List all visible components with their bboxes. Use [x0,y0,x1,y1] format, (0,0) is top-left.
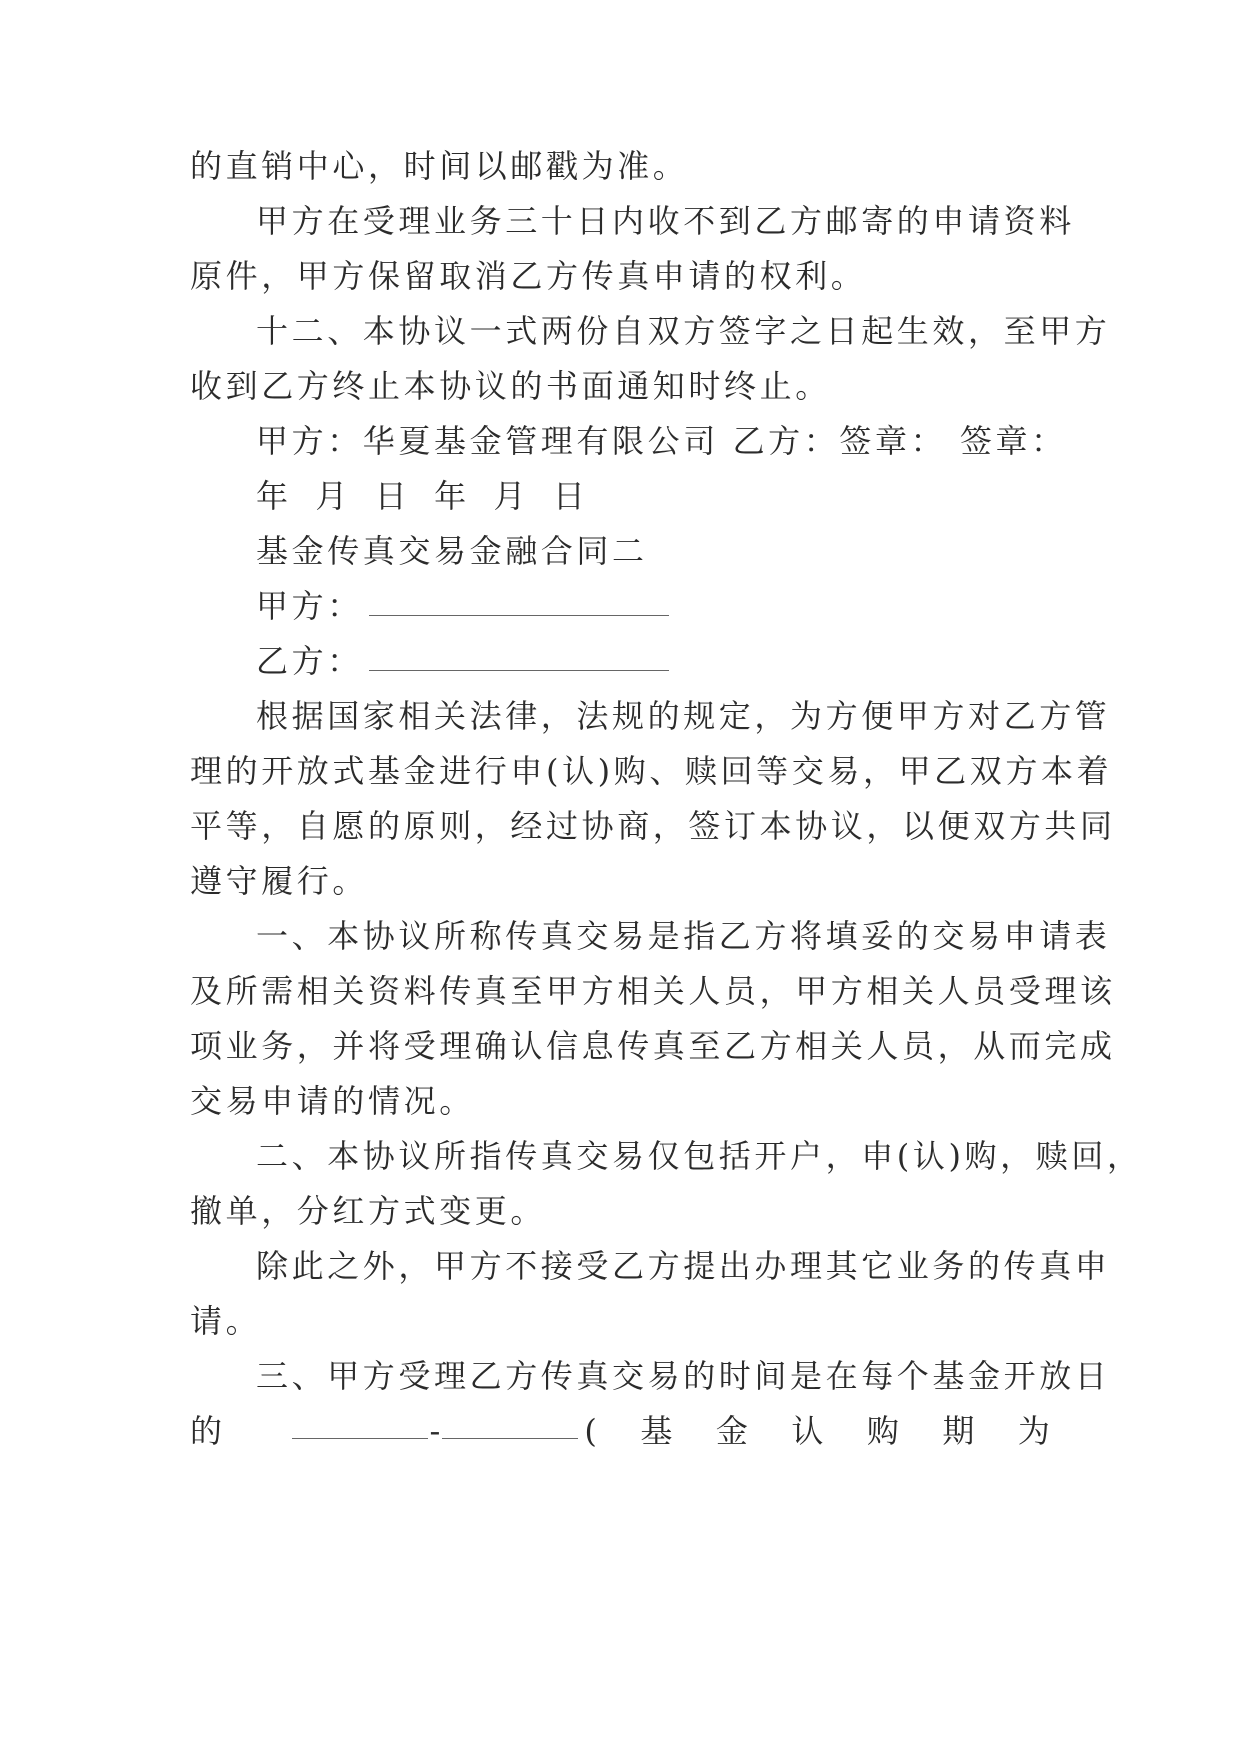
open-paren: ( [584,1412,597,1450]
paragraph-line: 一、本协议所称传真交易是指乙方将填妥的交易申请表 [256,917,1111,955]
paragraph-line: 平等，自愿的原则，经过协商，签订本协议，以便双方共同 [190,807,1116,845]
paragraph-line: 项业务，并将受理确认信息传真至乙方相关人员，从而完成 [190,1027,1116,1065]
party-a-label: 甲方： [256,587,363,625]
time-range-blanks [292,1409,597,1453]
tail-word: 基 [640,1412,673,1450]
date-line: 年 月 日 年 月 日 [256,477,589,515]
paragraph-line: 交易申请的情况。 [190,1082,475,1120]
paragraph-line: 收到乙方终止本协议的书面通知时终止。 [190,367,831,405]
party-a-blank [369,593,669,616]
party-b-label: 乙方： [256,642,363,680]
paragraph-line: 撤单，分红方式变更。 [190,1192,547,1230]
party-b-field [256,639,1050,683]
paragraph-line: 原件，甲方保留取消乙方传真申请的权利。 [190,257,867,295]
party-a-field [256,584,1050,628]
paragraph-line: 甲方在受理业务三十日内收不到乙方邮寄的申请资料 [256,202,1075,240]
paragraph-line: 二、本协议所指传真交易仅包括开户，申(认)购，赎回， [256,1137,1143,1175]
paragraph-line: 理的开放式基金进行申(认)购、赎回等交易，甲乙双方本着 [190,752,1113,790]
paragraph-line: 除此之外，甲方不接受乙方提出办理其它业务的传真申 [256,1247,1111,1285]
paragraph-line: 及所需相关资料传真至甲方相关人员，甲方相关人员受理该 [190,972,1116,1010]
start-time-blank [292,1416,428,1439]
end-time-blank [442,1416,578,1439]
paragraph-line: 请。 [190,1302,262,1340]
paragraph-line: 遵守履行。 [190,862,369,900]
contract-title: 基金传真交易金融合同二 [256,532,648,570]
paragraph-line: 十二、本协议一式两份自双方签字之日起生效，至甲方 [256,312,1111,350]
tail-word: 金 [715,1412,748,1450]
tail-word: 认 [791,1412,824,1450]
signature-line: 甲方：华夏基金管理有限公司 乙方：签章： 签章： [256,422,1067,460]
paragraph-line: 根据国家相关法律，法规的规定，为方便甲方对乙方管 [256,697,1111,735]
dash-separator: - [429,1412,441,1450]
time-prefix: 的 [190,1412,223,1450]
paragraph-line: 的直销中心，时间以邮戳为准。 [190,147,689,185]
tail-word: 期 [942,1412,975,1450]
time-range-line [190,1409,1050,1453]
tail-word: 购 [866,1412,899,1450]
paragraph-line: 三、甲方受理乙方传真交易的时间是在每个基金开放日 [256,1357,1111,1395]
tail-word: 为 [1017,1412,1050,1450]
party-b-blank [369,648,669,671]
